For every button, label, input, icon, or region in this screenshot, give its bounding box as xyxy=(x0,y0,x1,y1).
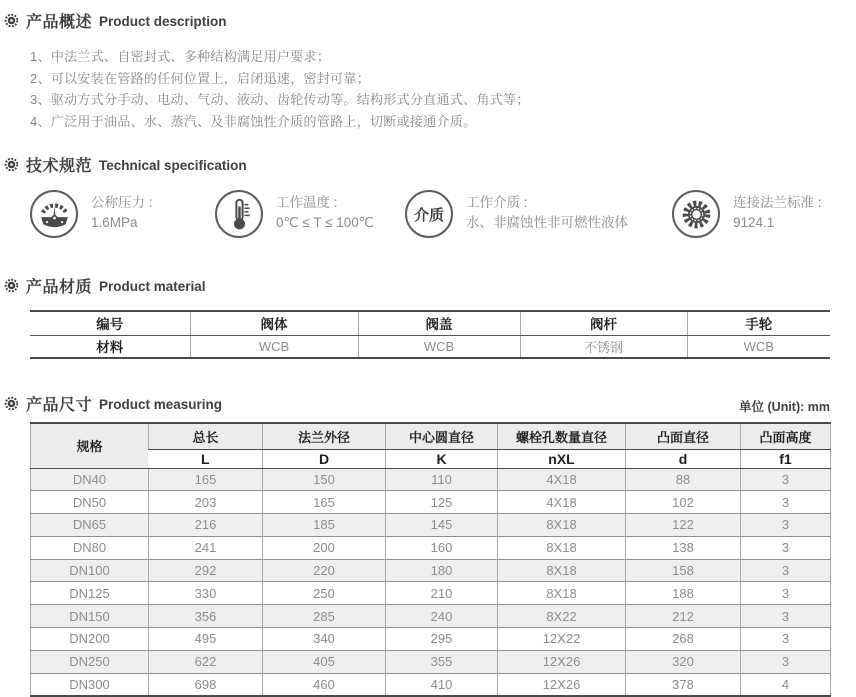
table-row xyxy=(31,605,831,628)
table-row xyxy=(31,559,831,582)
table-cell: 295 xyxy=(386,628,498,651)
column-header: 凸面直径 xyxy=(626,423,741,449)
section-header xyxy=(4,274,856,297)
gear-bullet-icon xyxy=(4,278,19,293)
table-cell: 240 xyxy=(386,605,498,628)
table-cell: 3 xyxy=(741,491,831,514)
spec-value: 水、非腐蚀性非可燃性液体 xyxy=(466,215,628,230)
table-cell: 3 xyxy=(741,559,831,582)
table-cell: 285 xyxy=(263,605,386,628)
table-cell: 185 xyxy=(263,514,386,537)
table-cell: 12X26 xyxy=(498,650,626,673)
table-cell: 165 xyxy=(263,491,386,514)
table-cell: 210 xyxy=(386,582,498,605)
table-cell: 12X22 xyxy=(498,628,626,651)
section-header xyxy=(4,9,856,32)
description-item: 3、驱动方式分手动、电动、气动、液动、齿轮传动等。结构形式分直通式、角式等； xyxy=(30,92,530,107)
table-cell: 340 xyxy=(263,628,386,651)
column-header: 阀杆 xyxy=(520,311,687,335)
section-product-material xyxy=(0,274,856,359)
table-cell: 材料 xyxy=(96,340,124,356)
column-header: 编号 xyxy=(30,311,190,335)
spec-text xyxy=(466,190,628,233)
table-cell: 122 xyxy=(626,514,741,537)
table-cell: 160 xyxy=(386,536,498,559)
table-cell: 220 xyxy=(263,559,386,582)
table-cell: 250 xyxy=(263,582,386,605)
spec-value: 0℃ ≤ T ≤ 100℃ xyxy=(276,215,374,230)
table-cell: 4 xyxy=(741,673,831,696)
spec-value: 1.6MPa xyxy=(91,215,138,230)
column-header: 螺栓孔数量直径 xyxy=(498,423,626,449)
table-cell: WCB xyxy=(687,335,830,358)
measuring-header-zh-row xyxy=(31,423,831,449)
unit-label: 单位 (Unit): mm xyxy=(739,400,830,414)
spec-label: 工作介质 : xyxy=(466,195,528,210)
table-cell: WCB xyxy=(358,335,520,358)
table-cell: 355 xyxy=(386,650,498,673)
description-item: 1、中法兰式、自密封式、多种结构满足用户要求； xyxy=(30,49,331,64)
column-header: 法兰外径 xyxy=(263,423,386,449)
table-row xyxy=(31,491,831,514)
table-cell: DN250 xyxy=(31,650,149,673)
table-cell: 138 xyxy=(626,536,741,559)
table-row xyxy=(31,673,831,696)
table-cell: 292 xyxy=(149,559,263,582)
table-cell: 150 xyxy=(263,468,386,491)
section-header xyxy=(4,392,222,415)
spec-item-medium xyxy=(405,190,672,238)
description-list xyxy=(30,46,856,132)
table-cell: DN150 xyxy=(31,605,149,628)
table-cell: 268 xyxy=(626,628,741,651)
column-header-symbol: D xyxy=(263,449,386,468)
spec-label: 工作温度 : xyxy=(276,195,338,210)
section-title-en: Product material xyxy=(99,279,206,294)
spec-label: 公称压力 : xyxy=(91,195,153,210)
table-cell: 216 xyxy=(149,514,263,537)
column-header: 中心圆直径 xyxy=(386,423,498,449)
table-cell: 3 xyxy=(741,605,831,628)
table-cell: 8X18 xyxy=(498,536,626,559)
table-cell: DN125 xyxy=(31,582,149,605)
table-row xyxy=(31,514,831,537)
table-cell: DN100 xyxy=(31,559,149,582)
section-product-measuring xyxy=(0,392,856,697)
section-product-description xyxy=(0,0,856,132)
table-cell: 3 xyxy=(741,650,831,673)
column-header: 总长 xyxy=(149,423,263,449)
material-header-row xyxy=(30,311,830,335)
table-cell: 8X18 xyxy=(498,514,626,537)
table-cell: 110 xyxy=(386,468,498,491)
spec-item-flange-standard xyxy=(672,190,830,238)
table-cell: 622 xyxy=(149,650,263,673)
table-cell: 203 xyxy=(149,491,263,514)
section-title-zh: 产品材质 xyxy=(26,279,93,296)
section-technical-specification xyxy=(0,153,856,238)
section-title-en: Product measuring xyxy=(99,397,223,412)
section-title-en: Technical specification xyxy=(99,158,247,173)
table-cell: 102 xyxy=(626,491,741,514)
spec-text xyxy=(91,190,153,233)
table-row xyxy=(31,650,831,673)
table-cell: 356 xyxy=(149,605,263,628)
table-cell: 330 xyxy=(149,582,263,605)
table-cell: 212 xyxy=(626,605,741,628)
table-cell: 180 xyxy=(386,559,498,582)
description-item: 4、广泛用于油品、水、蒸汽、及非腐蚀性介质的管路上，切断或接通介质。 xyxy=(30,113,477,129)
table-cell: 698 xyxy=(149,673,263,696)
material-table xyxy=(30,310,830,359)
table-cell: 8X18 xyxy=(498,559,626,582)
table-cell: 8X22 xyxy=(498,605,626,628)
table-cell: 158 xyxy=(626,559,741,582)
section-title-zh: 技术规范 xyxy=(26,158,93,175)
column-header-symbol: d xyxy=(626,449,741,468)
table-cell: 320 xyxy=(626,650,741,673)
column-header: 手轮 xyxy=(687,311,830,335)
table-cell: 495 xyxy=(149,628,263,651)
table-row xyxy=(31,582,831,605)
description-item: 2、可以安装在管路的任何位置上，启闭迅速，密封可靠； xyxy=(30,70,371,86)
table-cell: 3 xyxy=(741,628,831,651)
table-cell: 405 xyxy=(263,650,386,673)
table-row xyxy=(31,536,831,559)
table-cell: 241 xyxy=(149,536,263,559)
column-header: 凸面高度 xyxy=(741,423,831,449)
table-cell: 3 xyxy=(741,468,831,491)
table-cell: 125 xyxy=(386,491,498,514)
medium-icon-text: 介质 xyxy=(413,206,444,224)
table-row xyxy=(30,335,830,358)
table-cell: DN40 xyxy=(31,468,149,491)
table-cell: 8X18 xyxy=(498,582,626,605)
table-cell: 378 xyxy=(626,673,741,696)
table-row xyxy=(31,468,831,491)
medium-circle-icon xyxy=(405,190,453,238)
table-row xyxy=(31,628,831,651)
table-cell: 3 xyxy=(741,536,831,559)
column-header-symbol: L xyxy=(149,449,263,468)
column-header-symbol: K xyxy=(386,449,498,468)
table-cell: DN65 xyxy=(31,514,149,537)
thermometer-icon xyxy=(215,190,263,238)
column-header: 阀体 xyxy=(190,311,358,335)
spec-item-pressure xyxy=(30,190,215,238)
table-cell: 145 xyxy=(386,514,498,537)
table-cell: 200 xyxy=(263,536,386,559)
table-cell: 88 xyxy=(626,468,741,491)
spec-value: 9124.1 xyxy=(733,215,775,230)
table-cell: 165 xyxy=(149,468,263,491)
spec-text xyxy=(733,190,822,233)
section-header xyxy=(4,153,856,176)
table-cell: 460 xyxy=(263,673,386,696)
measuring-table xyxy=(30,422,831,697)
table-cell: DN300 xyxy=(31,673,149,696)
column-header-symbol: nXL xyxy=(498,449,626,468)
section-title-zh: 产品概述 xyxy=(26,14,93,31)
spec-item-temperature xyxy=(215,190,405,238)
table-cell: DN200 xyxy=(31,628,149,651)
spec-label: 连接法兰标准 : xyxy=(733,195,822,210)
gear-bullet-icon xyxy=(4,157,19,172)
measuring-header-row xyxy=(0,392,830,415)
table-cell: DN80 xyxy=(31,536,149,559)
column-header-spec: 规格 xyxy=(31,423,149,468)
flange-standard-icon xyxy=(672,190,720,238)
spec-items-row xyxy=(30,190,830,238)
gear-bullet-icon xyxy=(4,396,19,411)
spec-text xyxy=(276,190,374,233)
table-cell: 不锈钢 xyxy=(520,335,687,358)
section-title-en: Product description xyxy=(99,14,227,29)
gear-bullet-icon xyxy=(4,13,19,28)
column-header-symbol: f1 xyxy=(741,449,831,468)
measuring-header-symbol-row xyxy=(31,449,831,468)
table-cell: 4X18 xyxy=(498,468,626,491)
table-cell: 188 xyxy=(626,582,741,605)
table-cell: 3 xyxy=(741,582,831,605)
table-cell: DN50 xyxy=(31,491,149,514)
table-cell: 410 xyxy=(386,673,498,696)
table-cell: WCB xyxy=(190,335,358,358)
column-header: 阀盖 xyxy=(358,311,520,335)
table-cell: 12X26 xyxy=(498,673,626,696)
pressure-gauge-icon xyxy=(30,190,78,238)
section-title-zh: 产品尺寸 xyxy=(26,397,93,414)
table-cell: 4X18 xyxy=(498,491,626,514)
table-cell: 3 xyxy=(741,514,831,537)
